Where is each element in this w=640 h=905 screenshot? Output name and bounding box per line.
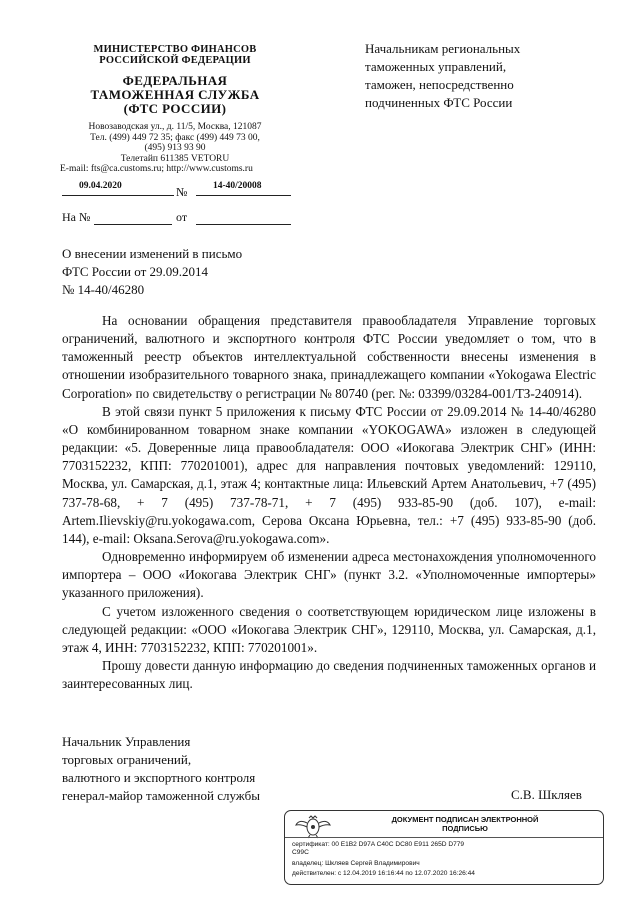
stamp-divider (285, 837, 603, 838)
number-underline (196, 195, 291, 196)
stamp-certificate: сертификат: 00 E1B2 D97A C40C DC80 E911 265D D779 (292, 841, 465, 848)
position-line-4: генерал-майор таможенной службы (62, 788, 260, 803)
body-paragraph-5: Прошу довести данную информацию до сведения подчиненных таможенных органов и заинтересованных лиц. (62, 657, 596, 692)
stamp-title (340, 815, 590, 833)
stamp-certificate-cont: C99C (292, 849, 309, 856)
addressee-line-1: Начальникам региональных (365, 41, 521, 56)
body-paragraph-3: Одновременно информируем об изменении адреса местонахождения уполномоченного импортера – ООО «Иокогава Электрик СНГ» (пункт 3.2. «Уполномоченные импортеры» указанного приложения). (62, 549, 596, 601)
ministry-line-2: РОССИЙСКОЙ ФЕДЕРАЦИИ (99, 55, 251, 66)
stamp-validity: действителен: с 12.04.2019 16:16:44 по 12.07.2020 16:26:44 (292, 870, 475, 877)
eagle-emblem-icon (293, 815, 333, 839)
service-line-2: ТАМОЖЕННАЯ СЛУЖБА (90, 87, 260, 102)
number-sign: № (176, 185, 188, 199)
addressee-line-4: подчиненных ФТС России (365, 95, 513, 110)
body-paragraph-2: В этой связи пункт 5 приложения к письму ФТС России от 29.09.2014 № 14-40/46280 «О комбинированном товарном знаке компании «YOKOGAWA» изложен в следующей редакции: «5. Доверенные лица правообладателя: ООО «Иокогава Электрик СНГ» (ИНН: 7703152232, КПП: 770201001), адрес для направления почтовых уведомлений: 129110, Москва, ул. Самарская, д.1, этаж 4; контактные лица: Ильевский Артем Анатольевич, +7 (495) 737-78-68, + 7 (495) 737-78-71, + 7 (495) 933-85-90 (доб. 107), e-mail: Artem.Ilievskiy@ru.yokogawa.com, Серова Оксана Юрьевна, тел.: +7 (495) 933-85-90 (доб. 144), e-mail: Oksana.Serova@ru.yokogawa.com». (62, 403, 596, 546)
service-name (60, 74, 290, 116)
e-signature-stamp (284, 810, 604, 885)
position-line-3: валютного и экспортного контроля (62, 770, 256, 785)
letter-number: 14-40/20008 (213, 181, 262, 191)
addressee-line-3: таможен, непосредственно (365, 77, 514, 92)
subject-line-3: № 14-40/46280 (62, 282, 145, 297)
signatory-position (62, 733, 322, 805)
signatory-name: С.В. Шкляев (511, 787, 582, 802)
letter-body (62, 312, 596, 693)
ot-label: от (176, 210, 188, 224)
subject-line-1: О внесении изменений в письмо (62, 246, 243, 261)
ministry-name (60, 44, 290, 66)
position-line-2: торговых ограничений, (62, 752, 192, 767)
service-line-1: ФЕДЕРАЛЬНАЯ (122, 73, 228, 88)
phone-fax: Тел. (499) 449 72 35; факс (499) 449 73 00, (90, 132, 260, 143)
body-paragraph-1: На основании обращения представителя правообладателя Управление торговых ограничений, валютного и экспортного контроля ФТС России уведомляет о том, что в таможенный реестр объектов интеллектуальной собственности внесены изменения в отношении изобразительного товарного знака, принадлежащего компании «Yokogawa Electric Corporation» по свидетельству о регистрации № 80740 (рег. №: 03399/03284-001/ТЗ-240914). (62, 313, 596, 401)
stamp-owner: владелец: Шкляев Сергей Владимирович (292, 860, 420, 867)
stamp-title-line-2: ПОДПИСЬЮ (442, 824, 488, 833)
date-underline (62, 195, 174, 196)
service-line-3: (ФТС РОССИИ) (123, 101, 227, 116)
teletype: Телетайп 611385 VETORU (120, 153, 230, 164)
subject-block (62, 245, 362, 299)
addressee-block (365, 40, 595, 112)
address: Новозаводская ул., д. 11/5, Москва, 121087 (88, 122, 262, 132)
addressee-line-2: таможенных управлений, (365, 59, 507, 74)
position-line-1: Начальник Управления (62, 734, 191, 749)
subject-line-2: ФТС России от 29.09.2014 (62, 264, 209, 279)
na-no-label: На № (62, 210, 91, 224)
letter-date: 09.04.2020 (79, 181, 122, 191)
email-web: E-mail: fts@ca.customs.ru; http://www.customs.ru (60, 164, 253, 174)
ministry-line-1: МИНИСТЕРСТВО ФИНАНСОВ (93, 44, 257, 55)
body-paragraph-4: С учетом изложенного сведения о соответствующем юридическом лице изложены в следующей редакции: «ООО «Иокогава Электрик СНГ», 129110, Москва, ул. Самарская, д.1, этаж 4, ИНН: 7703152232, КПП: 770201001». (62, 603, 596, 655)
stamp-title-line-1: ДОКУМЕНТ ПОДПИСАН ЭЛЕКТРОННОЙ (391, 815, 539, 824)
phone-2: (495) 913 93 90 (144, 143, 206, 153)
ot-line (196, 224, 291, 225)
contacts-block (60, 122, 290, 175)
na-no-line (94, 224, 172, 225)
